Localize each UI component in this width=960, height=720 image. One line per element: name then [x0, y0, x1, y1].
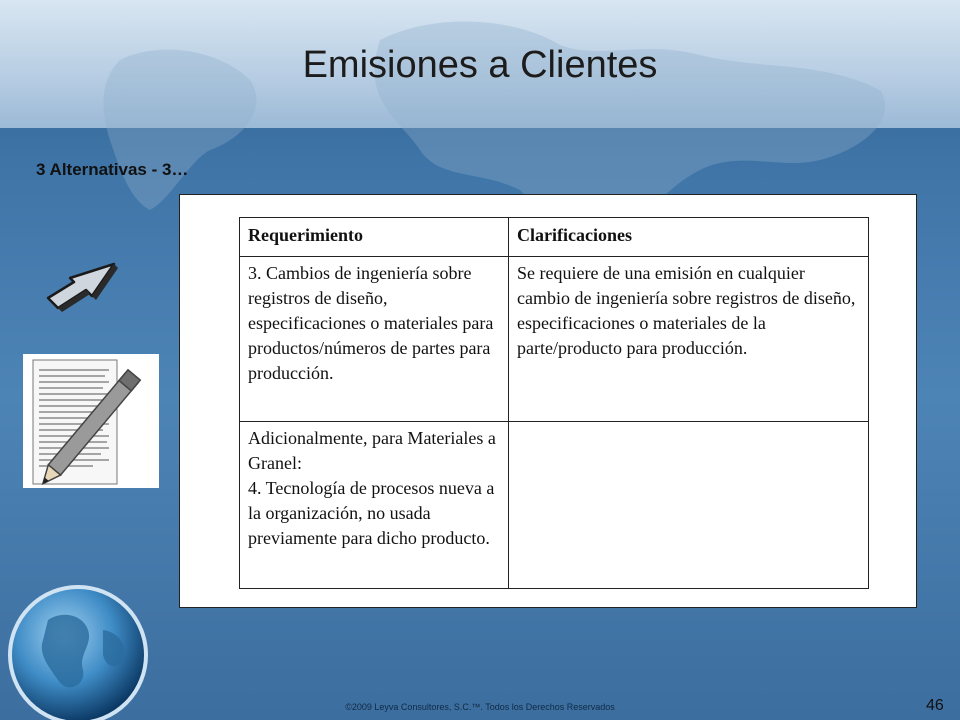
table-header-row — [240, 218, 869, 257]
table-cell-requerimiento: 3. Cambios de ingeniería sobre registros de diseño, especificaciones o materiales para productos/números de partes para producción. — [240, 257, 509, 422]
granel-requirement-text: 4. Tecnología de procesos nueva a la organización, no usada previamente para dicho producto. — [248, 478, 495, 548]
document-pencil-icon — [23, 354, 159, 488]
granel-intro-text: Adicionalmente, para Materiales a Granel: — [248, 428, 496, 473]
table-cell-clarificacion: Se requiere de una emisión en cualquier cambio de ingeniería sobre registros de diseño, especificaciones o materiales de la parte/producto para producción. — [509, 257, 869, 422]
slide-title: Emisiones a Clientes — [302, 44, 658, 86]
table-row — [240, 422, 869, 589]
requirements-table — [239, 217, 869, 589]
content-panel — [179, 194, 917, 608]
globe-icon — [8, 560, 158, 720]
slide-subtitle: 3 Alternativas - 3… — [36, 160, 189, 179]
page-number: 46 — [926, 697, 944, 714]
table-cell-requerimiento — [240, 422, 509, 589]
copyright-footer: ©2009 Leyva Consultores, S.C.™. Todos los Derechos Reservados — [345, 702, 615, 712]
column-header-clarificaciones: Clarificaciones — [509, 218, 869, 257]
column-header-requerimiento: Requerimiento — [240, 218, 509, 257]
cursor-arrow-icon — [44, 262, 124, 312]
table-cell-clarificacion — [509, 422, 869, 589]
table-row — [240, 257, 869, 422]
